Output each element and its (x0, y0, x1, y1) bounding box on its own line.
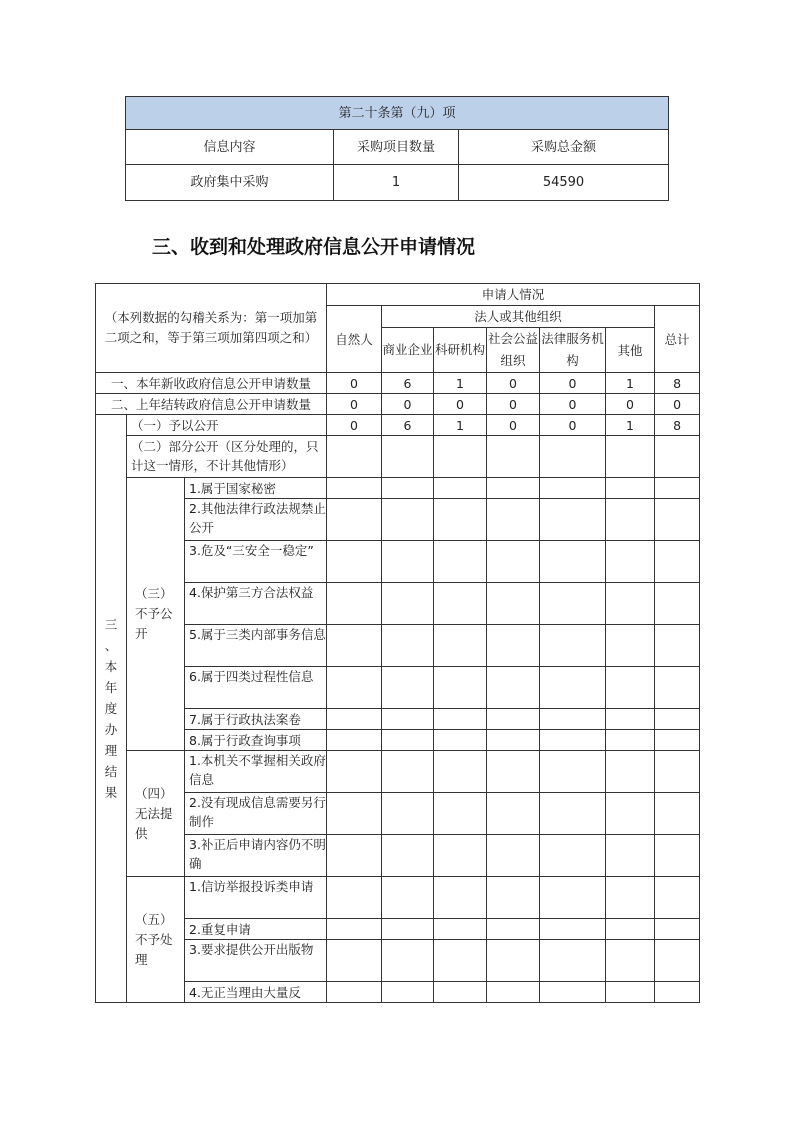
procurement-header: 第二十条第（九）项 (126, 97, 669, 130)
empty-cell (655, 478, 700, 499)
row-yes-value: 0 (327, 415, 382, 436)
empty-cell (382, 583, 434, 625)
empty-cell (434, 667, 487, 709)
empty-cell (655, 940, 700, 982)
empty-cell (327, 436, 382, 478)
empty-cell (655, 499, 700, 541)
empty-cell (540, 478, 606, 499)
empty-cell (327, 478, 382, 499)
group3-item: 4.保护第三方合法权益 (185, 583, 327, 625)
empty-cell (382, 835, 434, 877)
empty-cell (327, 877, 382, 919)
row2-value: 0 (606, 394, 655, 415)
empty-cell (434, 919, 487, 940)
empty-cell (382, 436, 434, 478)
empty-cell (540, 583, 606, 625)
empty-cell (434, 436, 487, 478)
col-social: 社会公益组织 (487, 328, 540, 373)
empty-cell (606, 436, 655, 478)
applicant-header: 申请人情况 (327, 284, 700, 306)
empty-cell (382, 667, 434, 709)
empty-cell (327, 919, 382, 940)
row2-value: 0 (655, 394, 700, 415)
row-yes-value: 0 (540, 415, 606, 436)
empty-cell (327, 667, 382, 709)
empty-cell (606, 709, 655, 730)
group3-item: 5.属于三类内部事务信息 (185, 625, 327, 667)
row-yes-label: （一）予以公开 (127, 415, 327, 436)
disclosure-table (95, 283, 700, 1003)
empty-cell (487, 877, 540, 919)
empty-cell (382, 982, 434, 1003)
empty-cell (487, 436, 540, 478)
empty-cell (540, 835, 606, 877)
empty-cell (382, 730, 434, 751)
empty-cell (487, 730, 540, 751)
empty-cell (655, 751, 700, 793)
empty-cell (655, 793, 700, 835)
row-partial-label: （二）部分公开（区分处理的，只计这一情形，不计其他情形） (127, 436, 327, 478)
empty-cell (540, 709, 606, 730)
section-title: 三、收到和处理政府信息公开申请情况 (152, 236, 476, 258)
empty-cell (327, 499, 382, 541)
empty-cell (540, 625, 606, 667)
col-total: 总计 (655, 306, 700, 373)
empty-cell (327, 709, 382, 730)
group5-label: （五）不予处理 (127, 877, 185, 1003)
empty-cell (382, 478, 434, 499)
empty-cell (540, 751, 606, 793)
empty-cell (487, 709, 540, 730)
empty-cell (487, 793, 540, 835)
empty-cell (540, 919, 606, 940)
empty-cell (382, 751, 434, 793)
row2-value: 0 (540, 394, 606, 415)
empty-cell (434, 541, 487, 583)
group3-item: 2.其他法律行政法规禁止公开 (185, 499, 327, 541)
empty-cell (382, 709, 434, 730)
empty-cell (540, 940, 606, 982)
empty-cell (487, 982, 540, 1003)
group5-item: 3.要求提供公开出版物 (185, 940, 327, 982)
group4-item: 3.补正后申请内容仍不明确 (185, 835, 327, 877)
group3-item: 8.属于行政查询事项 (185, 730, 327, 751)
empty-cell (487, 583, 540, 625)
empty-cell (434, 793, 487, 835)
empty-cell (382, 499, 434, 541)
empty-cell (487, 919, 540, 940)
row-yes-value: 0 (487, 415, 540, 436)
empty-cell (434, 751, 487, 793)
empty-cell (434, 478, 487, 499)
group3-label: （三）不予公开 (127, 478, 185, 751)
row1-value: 0 (487, 373, 540, 394)
row-yes-value: 8 (655, 415, 700, 436)
empty-cell (540, 793, 606, 835)
empty-cell (655, 835, 700, 877)
empty-cell (606, 499, 655, 541)
empty-cell (606, 751, 655, 793)
group4-item: 1.本机关不掌握相关政府信息 (185, 751, 327, 793)
empty-cell (655, 730, 700, 751)
empty-cell (327, 541, 382, 583)
empty-cell (540, 499, 606, 541)
empty-cell (487, 940, 540, 982)
empty-cell (434, 877, 487, 919)
row2-value: 0 (487, 394, 540, 415)
empty-cell (487, 499, 540, 541)
row1-label: 一、本年新收政府信息公开申请数量 (96, 373, 327, 394)
row-yes-value: 1 (606, 415, 655, 436)
cell-content: 政府集中采购 (126, 165, 334, 201)
empty-cell (606, 730, 655, 751)
empty-cell (606, 940, 655, 982)
empty-cell (434, 709, 487, 730)
empty-cell (540, 541, 606, 583)
row2-value: 0 (382, 394, 434, 415)
row1-value: 0 (327, 373, 382, 394)
group3-item: 1.属于国家秘密 (185, 478, 327, 499)
procurement-table (125, 96, 669, 201)
empty-cell (606, 835, 655, 877)
empty-cell (606, 982, 655, 1003)
empty-cell (382, 793, 434, 835)
empty-cell (382, 919, 434, 940)
empty-cell (327, 940, 382, 982)
empty-cell (382, 940, 434, 982)
empty-cell (487, 751, 540, 793)
empty-cell (540, 877, 606, 919)
col-info-content: 信息内容 (126, 130, 334, 165)
group5-item: 2.重复申请 (185, 919, 327, 940)
row1-value: 8 (655, 373, 700, 394)
empty-cell (327, 835, 382, 877)
empty-cell (434, 982, 487, 1003)
empty-cell (540, 436, 606, 478)
empty-cell (327, 730, 382, 751)
col-other: 其他 (606, 328, 655, 373)
empty-cell (434, 583, 487, 625)
empty-cell (606, 583, 655, 625)
group3-item: 3.危及“三安全一稳定” (185, 541, 327, 583)
empty-cell (655, 436, 700, 478)
empty-cell (606, 877, 655, 919)
row1-value: 1 (434, 373, 487, 394)
cell-count: 1 (334, 165, 459, 201)
empty-cell (327, 793, 382, 835)
empty-cell (327, 982, 382, 1003)
empty-cell (606, 541, 655, 583)
empty-cell (655, 667, 700, 709)
cell-amount: 54590 (459, 165, 669, 201)
col-total-amount: 采购总金额 (459, 130, 669, 165)
empty-cell (655, 625, 700, 667)
col-natural: 自然人 (327, 306, 382, 373)
row1-value: 1 (606, 373, 655, 394)
empty-cell (434, 499, 487, 541)
empty-cell (487, 835, 540, 877)
group5-item: 4.无正当理由大量反 (185, 982, 327, 1003)
empty-cell (382, 877, 434, 919)
empty-cell (327, 583, 382, 625)
empty-cell (540, 667, 606, 709)
empty-cell (655, 541, 700, 583)
empty-cell (655, 877, 700, 919)
row1-value: 6 (382, 373, 434, 394)
empty-cell (382, 541, 434, 583)
empty-cell (487, 667, 540, 709)
section3-label: 三 、 本 年 度 办 理 结 果 (96, 415, 127, 1003)
empty-cell (327, 625, 382, 667)
empty-cell (434, 835, 487, 877)
empty-cell (434, 940, 487, 982)
empty-cell (487, 478, 540, 499)
row-yes-value: 1 (434, 415, 487, 436)
empty-cell (487, 625, 540, 667)
group3-item: 6.属于四类过程性信息 (185, 667, 327, 709)
empty-cell (655, 982, 700, 1003)
group5-item: 1.信访举报投诉类申请 (185, 877, 327, 919)
empty-cell (655, 919, 700, 940)
empty-cell (606, 667, 655, 709)
row1-value: 0 (540, 373, 606, 394)
empty-cell (606, 793, 655, 835)
empty-cell (655, 709, 700, 730)
empty-cell (327, 751, 382, 793)
empty-cell (434, 730, 487, 751)
row-yes-value: 6 (382, 415, 434, 436)
empty-cell (606, 478, 655, 499)
group3-item: 7.属于行政执法案卷 (185, 709, 327, 730)
empty-cell (655, 583, 700, 625)
empty-cell (606, 919, 655, 940)
empty-cell (434, 625, 487, 667)
col-project-count: 采购项目数量 (334, 130, 459, 165)
group4-item: 2.没有现成信息需要另行制作 (185, 793, 327, 835)
table-note: （本列数据的勾稽关系为：第一项加第二项之和，等于第三项加第四项之和） (96, 284, 327, 373)
row2-value: 0 (327, 394, 382, 415)
row2-value: 0 (434, 394, 487, 415)
row2-label: 二、上年结转政府信息公开申请数量 (96, 394, 327, 415)
empty-cell (487, 541, 540, 583)
col-commercial: 商业企业 (382, 328, 434, 373)
col-legal-service: 法律服务机构 (540, 328, 606, 373)
empty-cell (540, 982, 606, 1003)
empty-cell (606, 625, 655, 667)
empty-cell (540, 730, 606, 751)
empty-cell (382, 625, 434, 667)
legal-header: 法人或其他组织 (382, 306, 655, 328)
col-research: 科研机构 (434, 328, 487, 373)
group4-label: （四）无法提供 (127, 751, 185, 877)
